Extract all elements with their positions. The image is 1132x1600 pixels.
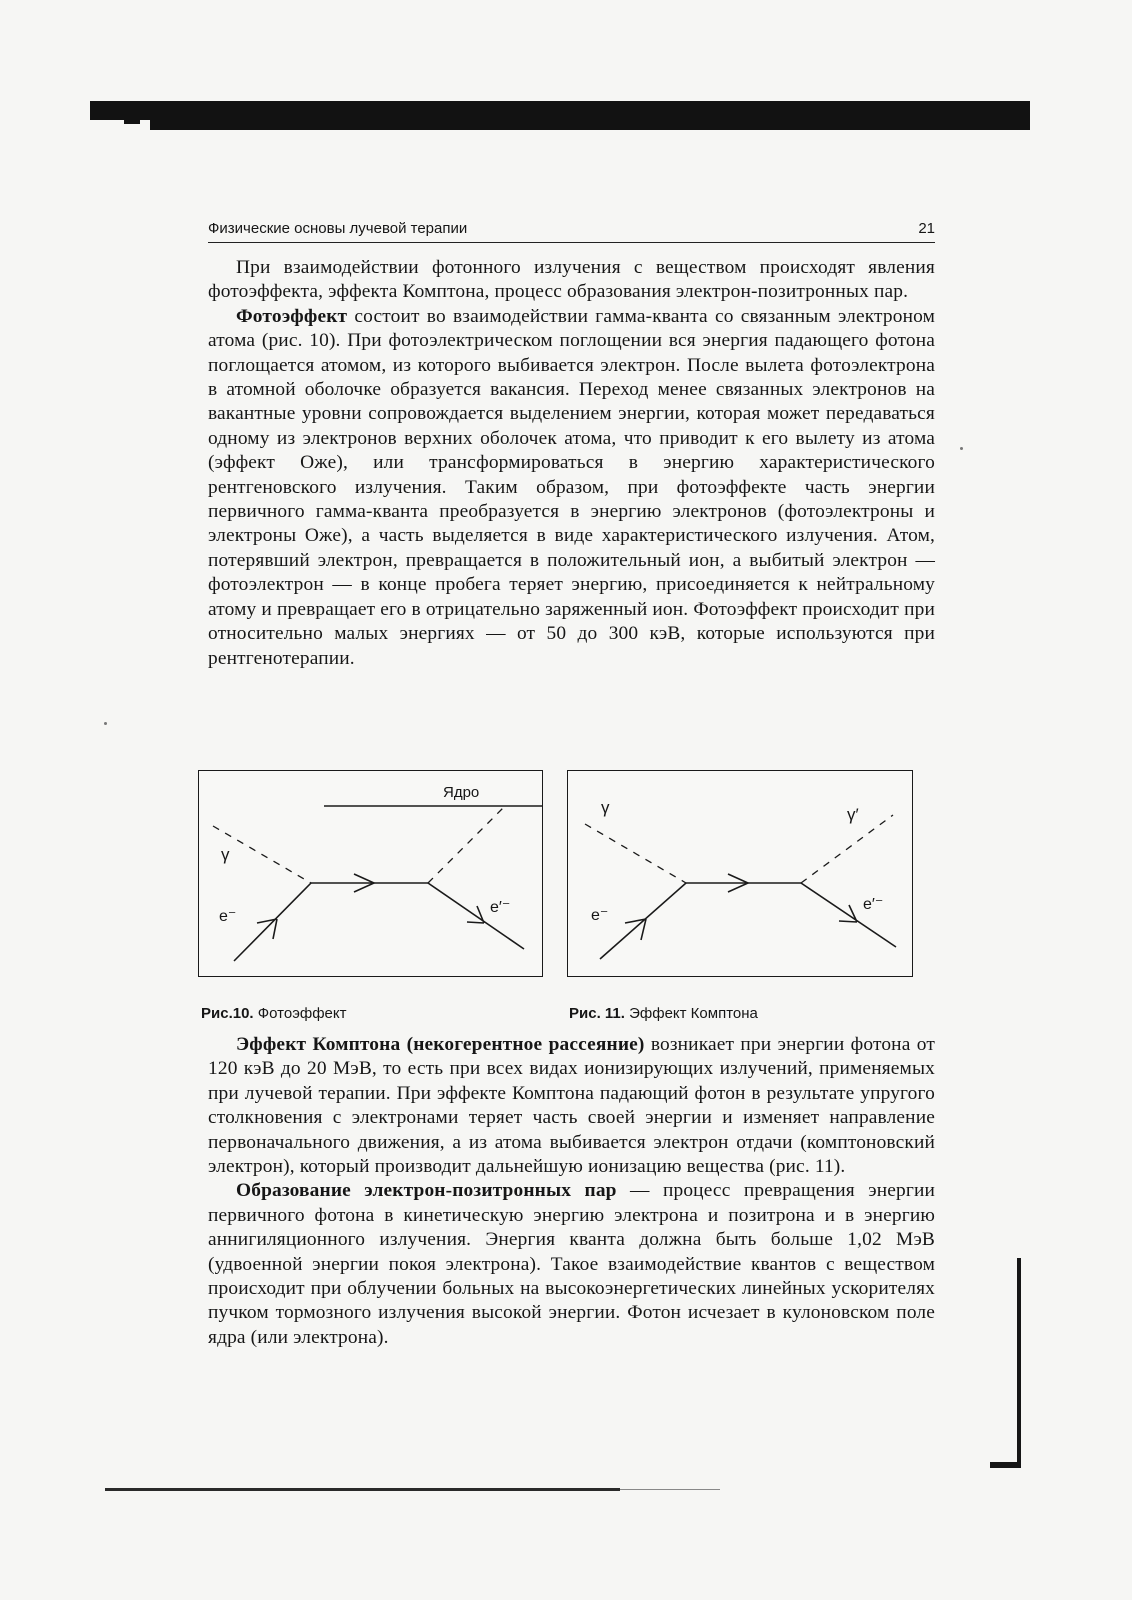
incoming-electron-line [600, 883, 686, 959]
compton-term: Эффект Комптона (некогерентное рассеяние) [236, 1034, 645, 1055]
photoeffect-term: Фотоэффект [236, 305, 348, 327]
footer-rule [105, 1488, 620, 1491]
gamma-label: γ [221, 845, 230, 864]
right-margin-rule [1017, 1258, 1021, 1468]
nucleus-label: Ядро [443, 784, 480, 801]
header-bar-notch [90, 120, 150, 132]
section-photoeffect [208, 256, 935, 671]
figure-10-caption [201, 1005, 347, 1022]
recoil-electron-line [801, 883, 896, 947]
figure-11-caption-text: Эффект Комптона [624, 1005, 758, 1022]
intro-paragraph: При взаимодействии фотонного излучения с веществом происходят явления фотоэффекта, эффекта Комптона, процесс образования электрон-позитронных пар. [208, 257, 935, 303]
compton-text: возникает при энергии фотона от 120 кэВ до 20 МэВ, то есть при всех видах ионизирующих излучений, применяемых при лучевой терапии. При эффекте Комптона падающий фотон в результате упругого столкновения с электронами теряет часть своей энергии и изменяет направление первоначального движения, а из атома выбивается электрон отдачи (комптоновский электрон), который производит дальнейшую ионизацию вещества (рис. 11). [208, 1034, 935, 1178]
electron-in-label: e⁻ [219, 908, 237, 925]
figure-11-caption-number: Рис. 11. [569, 1005, 625, 1022]
section-compton-pairs [208, 1033, 935, 1350]
gamma-out-label: γ′ [847, 805, 859, 824]
figure-11-frame [567, 770, 913, 977]
right-margin-rule-foot [990, 1462, 1021, 1468]
figure-11-diagram [568, 771, 912, 976]
compton-paragraph [208, 1033, 935, 1179]
page-number: 21 [918, 220, 935, 237]
figure-11-caption [569, 1005, 758, 1022]
gamma-label: γ [601, 798, 610, 817]
electron-out-label: e′⁻ [863, 896, 884, 913]
scan-speck [104, 722, 107, 725]
pair-production-paragraph [208, 1179, 935, 1350]
absorbed-photon-dashed [428, 807, 504, 883]
figure-10-frame [198, 770, 543, 977]
running-head-title: Физические основы лучевой терапии [208, 220, 468, 237]
figure-10-diagram [199, 771, 542, 976]
running-head [208, 220, 935, 243]
incoming-photon-dashed [585, 824, 686, 883]
scan-speck [960, 447, 963, 450]
scattered-photon-dashed [801, 815, 893, 883]
header-black-bar [90, 101, 1030, 130]
electron-in-label: e⁻ [591, 907, 609, 924]
photoeffect-text: состоит во взаимодействии гамма-кванта со связанным электроном атома (рис. 10). При фотоэлектрическом поглощении вся энергия падающего фотона поглощается атомом, из которого выбивается электрон. После вылета фотоэлектрона в атомной оболочке образуется вакансия. Переход менее связанных электронов на вакантные уровни сопровождается выделением энергии, которая может передаваться одному из электронов верхних оболочек атома, что приводит к его вылету из атома (эффект Оже), или трансформироваться в энергию характеристического рентгеновского излучения. Таким образом, при фотоэффекте часть энергии первичного гамма-кванта преобразуется в энергию электронов (фотоэлектроны и электроны Оже), а часть выделяется в виде характеристического излучения. Атом, потерявший электрон, превращается в положительный ион, а выбитый электрон — фотоэлектрон — в конце пробега теряет энергию, присоединяется к нейтральному атому и превращает его в отрицательно заряженный ион. Фотоэффект происходит при относительно малых энергиях — от 50 до 300 кэВ, которые используются при рентгенотерапии. [208, 305, 935, 669]
electron-out-label: e′⁻ [490, 899, 511, 916]
pair-production-term: Образование электрон-позитронных пар [236, 1180, 617, 1202]
incoming-electron-arrow [257, 919, 277, 939]
photoeffect-paragraph [208, 305, 935, 671]
pair-production-text: — процесс превращения энергии первичного фотона в кинетическую энергию электрона и позитрона и в энергию аннигиляционного излучения. Энергия кванта должна быть больше 1,02 МэВ (удвоенной энергии покоя электрона). Такое взаимодействие квантов с веществом происходит при облучении больных на высокоэнергетических линейных ускорителях пучком тормозного излучения высокой энергии. Фотон исчезает в кулоновском поле ядра (или электрона). [208, 1180, 935, 1348]
figure-10-caption-text: Фотоэффект [253, 1005, 347, 1022]
incoming-electron-line [234, 883, 311, 961]
figure-10-caption-number: Рис.10. [201, 1005, 254, 1022]
